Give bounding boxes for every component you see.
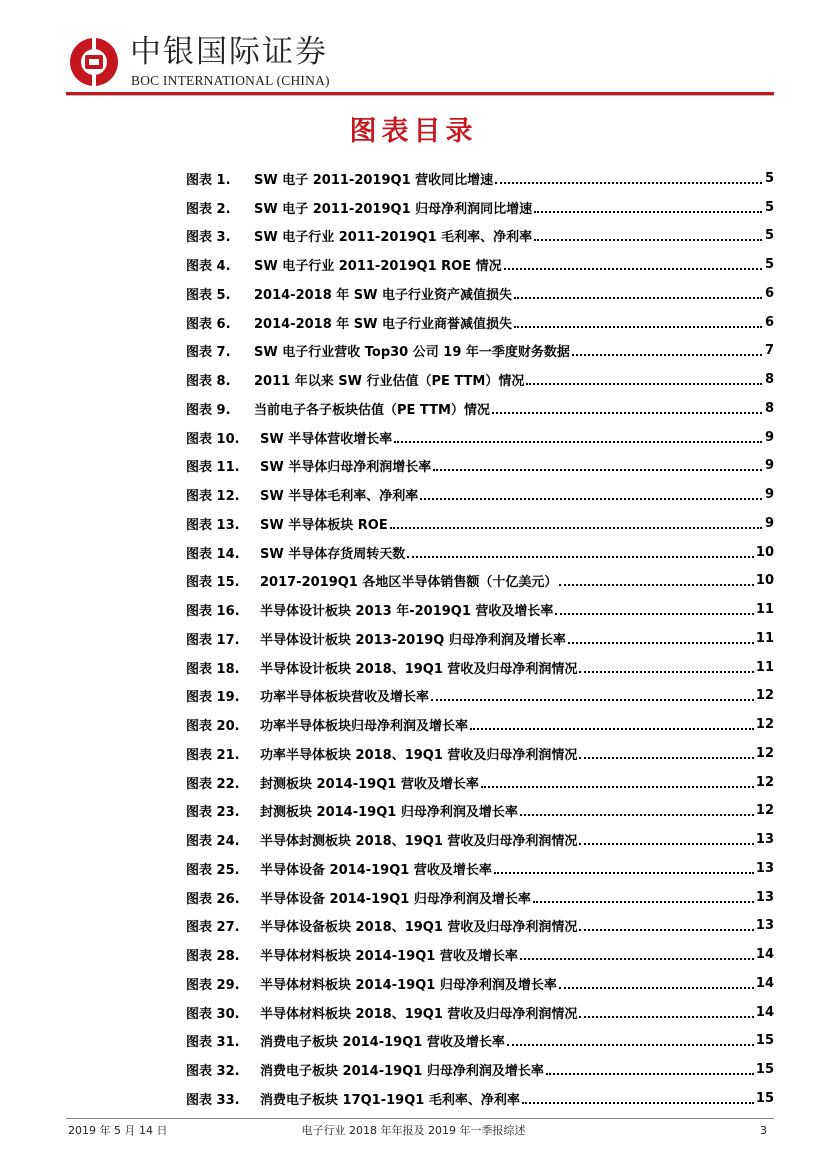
toc-entry-page: 14 [755,1004,774,1020]
toc-entry-page: 12 [755,717,774,733]
toc-dot-leader [390,517,762,529]
toc-entry-page: 8 [764,372,774,388]
toc-entry-text: SW 电子行业 2011-2019Q1 毛利率、净利率 [254,230,533,246]
toc-dot-leader [520,948,754,960]
toc-entry[interactable] [186,222,774,251]
toc-entry-text: 消费电子板块 2014-19Q1 归母净利润及增长率 [260,1064,544,1080]
toc-entry[interactable] [186,940,774,969]
toc-entry-text: 半导体材料板块 2018、19Q1 营收及归母净利润情况 [260,1006,578,1022]
toc-entry[interactable] [186,682,774,711]
toc-title: 图表目录 [349,116,478,147]
toc-entry[interactable] [186,969,774,998]
toc-entry-page: 6 [764,314,774,330]
brand-name-en: BOC INTERNATIONAL (CHINA) [131,73,330,88]
toc-entry-page: 12 [755,745,774,761]
toc-entry-page: 5 [764,170,774,186]
toc-entry-label: 图表 13. [186,517,240,533]
toc-entry[interactable] [186,423,774,452]
toc-entry-page: 11 [755,602,774,618]
toc-entry-label: 图表 20. [186,719,240,735]
toc-entry[interactable] [186,308,774,337]
toc-entry[interactable] [186,595,774,624]
toc-entry[interactable] [186,710,774,739]
toc-entry[interactable] [186,912,774,941]
toc-entry-text: 半导体设备板块 2018、19Q1 营收及归母净利润情况 [260,920,578,936]
toc-entry-text: SW 半导体板块 ROE [260,517,388,533]
toc-entry-label: 图表 8. [186,374,231,390]
toc-entry-page: 13 [755,860,774,876]
toc-dot-leader [555,603,753,615]
toc-dot-leader [495,172,762,184]
toc-entry-text: 半导体设计板块 2013-2019Q 归母净利润及增长率 [260,632,566,648]
toc-entry-label: 图表 4. [186,259,231,275]
toc-entry-page: 14 [755,947,774,963]
toc-entry-text: SW 半导体存货周转天数 [260,546,406,562]
toc-entry-text: 2017-2019Q1 各地区半导体销售额（十亿美元） [260,575,558,591]
toc-entry-label: 图表 14. [186,546,240,562]
toc-entry-page: 10 [755,573,774,589]
toc-entry-text: 封测板块 2014-19Q1 营收及增长率 [260,776,479,792]
toc-dot-leader [579,919,753,931]
toc-entry-text: 消费电子板块 17Q1-19Q1 毛利率、净利率 [260,1092,520,1108]
toc-dot-leader [514,316,762,328]
toc-dot-leader [579,833,753,845]
toc-entry-label: 图表 19. [186,690,240,706]
toc-entry-page: 12 [755,688,774,704]
toc-dot-leader [522,1092,754,1104]
toc-entry-text: SW 电子行业营收 Top30 公司 19 年一季度财务数据 [254,345,570,361]
toc-entry-text: SW 电子 2011-2019Q1 归母净利润同比增速 [254,201,533,217]
toc-dot-leader [559,574,754,586]
toc-entry-label: 图表 16. [186,604,240,620]
boc-logo-icon [68,36,120,88]
toc-entry[interactable] [186,365,774,394]
toc-entry-page: 12 [755,774,774,790]
toc-entry-label: 图表 3. [186,230,231,246]
toc-entry-label: 图表 17. [186,632,240,648]
toc-entry-text: 半导体设备 2014-19Q1 归母净利润及增长率 [260,891,531,907]
toc-entry-label: 图表 24. [186,834,240,850]
toc-entry-label: 图表 27. [186,920,240,936]
toc-entry[interactable] [186,164,774,193]
toc-entry[interactable] [186,768,774,797]
toc-dot-leader [534,201,762,213]
brand-name-cn: 中银国际证券 [130,34,328,70]
toc-entry-text: SW 电子行业 2011-2019Q1 ROE 情况 [254,259,502,275]
toc-dot-leader [520,804,754,816]
toc-entry-label: 图表 31. [186,1035,240,1051]
toc-entry-page: 11 [755,659,774,675]
toc-entry-label: 图表 28. [186,949,240,965]
toc-dot-leader [507,1034,754,1046]
toc-dot-leader [394,431,762,443]
toc-entry-page: 9 [764,487,774,503]
toc-entry-label: 图表 29. [186,977,240,993]
toc-entry-page: 13 [755,832,774,848]
toc-entry-page: 6 [764,285,774,301]
toc-entry[interactable] [186,509,774,538]
toc-dot-leader [579,661,753,673]
toc-dot-leader [420,488,762,500]
toc-entry-label: 图表 2. [186,201,231,217]
toc-entry[interactable] [186,193,774,222]
toc-entry-text: 半导体材料板块 2014-19Q1 营收及增长率 [260,949,518,965]
toc-dot-leader [514,287,762,299]
toc-entry-label: 图表 1. [186,172,231,188]
toc-dot-leader [492,402,762,414]
toc-entry-label: 图表 9. [186,402,231,418]
header-rule-shadow [66,95,774,96]
toc-entry-label: 图表 18. [186,661,240,677]
toc-dot-leader [526,373,762,385]
toc-entry[interactable] [186,279,774,308]
toc-entry-label: 图表 32. [186,1064,240,1080]
toc-entry[interactable] [186,624,774,653]
toc-entry-label: 图表 12. [186,489,240,505]
toc-entry-text: 半导体材料板块 2014-19Q1 归母净利润及增长率 [260,977,557,993]
footer-date: 2019 年 5 月 14 日 [68,1124,168,1137]
toc-dot-leader [504,258,762,270]
toc-entry-label: 图表 6. [186,316,231,332]
toc-entry[interactable] [186,1084,774,1113]
toc-entry-page: 12 [755,803,774,819]
toc-entry-page: 5 [764,257,774,273]
toc-entry[interactable] [186,480,774,509]
toc-dot-leader [431,689,754,701]
footer-rule [66,1118,774,1119]
toc-entry[interactable] [186,883,774,912]
toc-entry-page: 13 [755,889,774,905]
toc-entry-text: 当前电子各子板块估值（PE TTM）情况 [254,402,490,418]
toc-entry-page: 13 [755,918,774,934]
toc-entry[interactable] [186,854,774,883]
footer-report-title: 电子行业 2018 年年报及 2019 年一季报综述 [301,1124,526,1137]
toc-entry-text: 封测板块 2014-19Q1 归母净利润及增长率 [260,805,518,821]
toc-entry-text: 2014-2018 年 SW 电子行业商誉减值损失 [254,316,513,332]
toc-entry-page: 11 [755,630,774,646]
toc-entry-page: 15 [755,1090,774,1106]
toc-entry-text: 半导体设计板块 2013 年-2019Q1 营收及增长率 [260,604,554,620]
toc-dot-leader [534,229,762,241]
toc-entry-label: 图表 22. [186,776,240,792]
toc-entry[interactable] [186,797,774,826]
toc-dot-leader [572,344,762,356]
toc-entry-page: 8 [764,400,774,416]
toc-entry-page: 15 [755,1033,774,1049]
toc-entry[interactable] [186,1027,774,1056]
toc-entry-page: 5 [764,228,774,244]
toc-entry-page: 9 [764,515,774,531]
toc-entry-label: 图表 26. [186,891,240,907]
toc-entry-page: 7 [764,343,774,359]
toc-entry[interactable] [186,825,774,854]
toc-entry-text: 半导体封测板块 2018、19Q1 营收及归母净利润情况 [260,834,578,850]
toc-entry-label: 图表 25. [186,862,240,878]
toc-entry[interactable] [186,653,774,682]
toc-entry-page: 14 [755,975,774,991]
toc-entry[interactable] [186,250,774,279]
toc-entry-text: SW 半导体营收增长率 [260,431,393,447]
toc-entry-label: 图表 33. [186,1092,240,1108]
page-header [0,0,827,100]
toc-dot-leader [559,977,754,989]
toc-entry-page: 9 [764,429,774,445]
toc-dot-leader [579,1006,753,1018]
toc-entry-text: 2014-2018 年 SW 电子行业资产减值损失 [254,287,513,303]
toc-dot-leader [433,459,762,471]
toc-entry[interactable] [186,567,774,596]
toc-entry-text: 半导体设计板块 2018、19Q1 营收及归母净利润情况 [260,661,578,677]
toc-dot-leader [533,891,754,903]
toc-dot-leader [568,632,754,644]
toc-entry-label: 图表 30. [186,1006,240,1022]
toc-dot-leader [481,776,754,788]
toc-entry-text: 2011 年以来 SW 行业估值（PE TTM）情况 [254,374,525,390]
toc-dot-leader [494,862,754,874]
toc-dot-leader [407,546,754,558]
toc-entry[interactable] [186,1055,774,1084]
toc-entry-text: SW 半导体毛利率、净利率 [260,489,419,505]
toc-entry-text: 功率半导体板块 2018、19Q1 营收及归母净利润情况 [260,747,578,763]
toc-dot-leader [546,1063,754,1075]
toc-list [186,164,774,1113]
toc-entry-text: SW 电子 2011-2019Q1 营收同比增速 [254,172,494,188]
toc-entry-text: 半导体设备 2014-19Q1 营收及增长率 [260,862,492,878]
toc-dot-leader [470,718,754,730]
toc-entry-page: 10 [755,544,774,560]
toc-entry[interactable] [186,394,774,423]
toc-dot-leader [579,747,753,759]
toc-entry-label: 图表 11. [186,460,240,476]
footer-page-number: 3 [760,1124,767,1137]
toc-entry[interactable] [186,452,774,481]
toc-entry-label: 图表 5. [186,287,231,303]
toc-entry[interactable] [186,998,774,1027]
toc-entry-page: 9 [764,458,774,474]
toc-entry-text: SW 半导体归母净利润增长率 [260,460,432,476]
toc-entry-page: 15 [755,1062,774,1078]
toc-entry-label: 图表 21. [186,747,240,763]
toc-entry-label: 图表 23. [186,805,240,821]
toc-entry-page: 5 [764,199,774,215]
toc-entry[interactable] [186,337,774,366]
toc-entry[interactable] [186,739,774,768]
toc-entry-label: 图表 15. [186,575,240,591]
toc-entry-text: 功率半导体板块归母净利润及增长率 [260,719,469,735]
toc-entry-label: 图表 10. [186,431,240,447]
toc-entry-text: 消费电子板块 2014-19Q1 营收及增长率 [260,1035,505,1051]
toc-entry[interactable] [186,538,774,567]
toc-entry-text: 功率半导体板块营收及增长率 [260,690,430,706]
toc-entry-label: 图表 7. [186,345,231,361]
